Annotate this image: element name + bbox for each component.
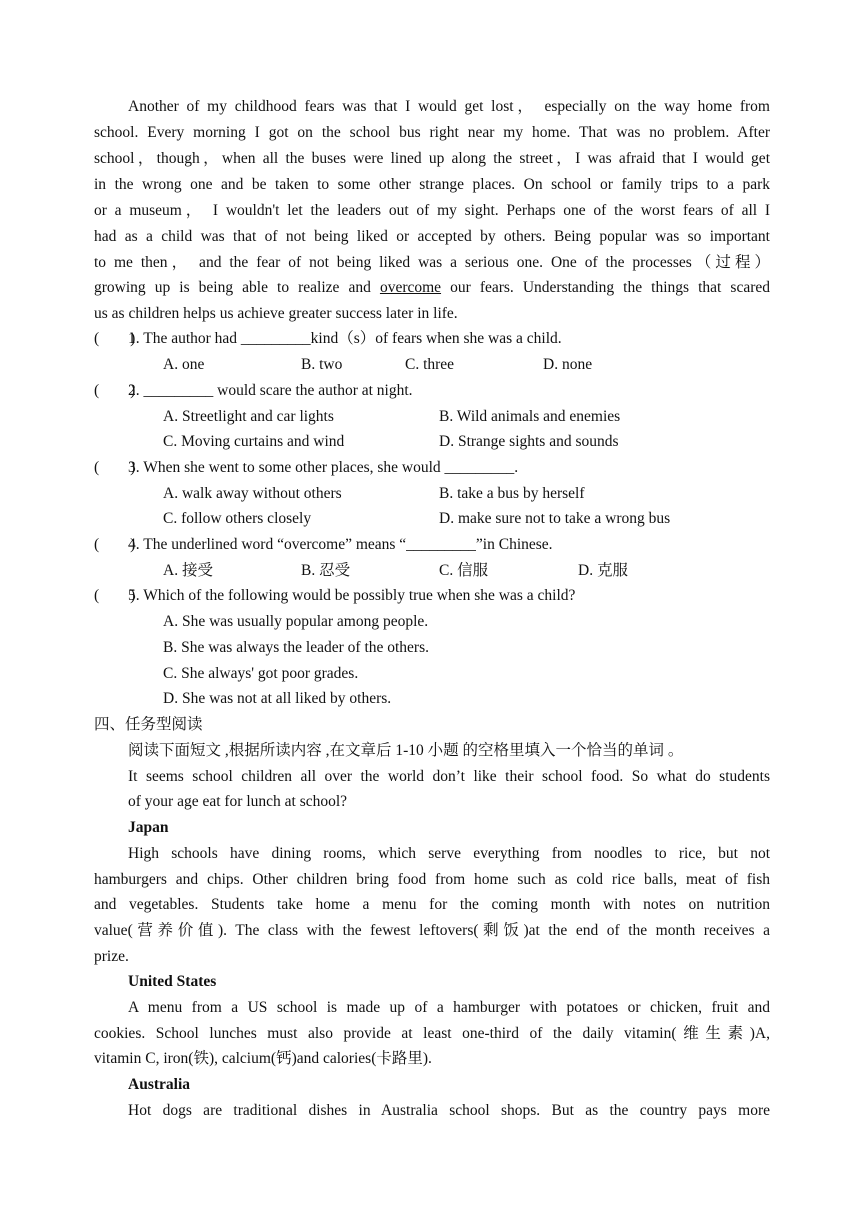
japan-line: and vegetables. Students take home a menu for the coming month with notes on nutrition	[94, 896, 770, 913]
passage-line: school，though，when all the buses were lined up along the street，I was afraid that I would get	[94, 150, 770, 167]
question-1	[94, 329, 770, 349]
subheading-australia: Australia	[128, 1076, 190, 1093]
option-b: B. two	[301, 356, 343, 373]
us-line: cookies. School lunches must also provide at least one-third of the daily vitamin(维生素)A,	[94, 1025, 770, 1042]
option-c: C. Moving curtains and wind	[163, 433, 345, 450]
option-a: A. 接受	[163, 562, 213, 579]
question-5	[94, 586, 770, 606]
question-4	[94, 535, 770, 555]
subheading-japan: Japan	[128, 819, 169, 836]
passage-line: to me then， and the fear of not being liked was a serious one. One of the processes（过程）	[94, 254, 770, 271]
question-text: 2. _________ would scare the author at night.	[128, 382, 413, 399]
japan-line: High schools have dining rooms, which serve everything from noodles to rice, but not	[128, 845, 770, 862]
japan-line: prize.	[94, 948, 129, 965]
intro-line: It seems school children all over the world don’t like their school food. So what do students	[128, 768, 770, 785]
answer-blank[interactable]: ( )	[94, 382, 136, 399]
option-b: B. 忍受	[301, 562, 351, 579]
passage-line: had as a child was that of not being liked or accepted by others. Being popular was so important	[94, 228, 770, 245]
answer-blank[interactable]: ( )	[94, 330, 136, 347]
option-d: D. Strange sights and sounds	[439, 433, 619, 450]
japan-line: value(营养价值). The class with the fewest leftovers(剩饭)at the end of the month receives a	[94, 922, 770, 939]
option-a: A. walk away without others	[163, 485, 342, 502]
option-b: B. take a bus by herself	[439, 485, 585, 502]
question-text: 4. The underlined word “overcome” means “_________”in Chinese.	[128, 536, 553, 553]
us-line: vitamin C, iron(铁), calcium(钙)and calories(卡路里).	[94, 1050, 432, 1067]
option-a: A. She was usually popular among people.	[163, 613, 429, 630]
question-3	[94, 458, 770, 478]
option-b: B. Wild animals and enemies	[439, 408, 621, 425]
option-d: D. none	[543, 356, 593, 373]
intro-line: of your age eat for lunch at school?	[128, 793, 348, 810]
answer-blank[interactable]: ( )	[94, 536, 136, 553]
option-a: A. one	[163, 356, 205, 373]
option-d: D. make sure not to take a wrong bus	[439, 510, 671, 527]
subheading-united-states: United States	[128, 973, 217, 990]
option-a: A. Streetlight and car lights	[163, 408, 334, 425]
option-c: C. 信服	[439, 562, 489, 579]
answer-blank[interactable]: ( )	[94, 459, 136, 476]
passage-line: growing up is being able to realize and overcome our fears. Understanding the things that scared	[94, 279, 770, 296]
section-heading: 四、任务型阅读	[94, 716, 203, 733]
passage-line: us as children helps us achieve greater success later in life.	[94, 305, 458, 322]
option-d: D. She was not at all liked by others.	[163, 690, 392, 707]
passage-line: Another of my childhood fears was that I would get lost， especially on the way home from	[128, 98, 770, 115]
instruction: 阅读下面短文 ,根据所读内容 ,在文章后 1-10 小题 的空格里填入一个恰当的单词 。	[128, 742, 684, 759]
underlined-word: overcome	[379, 279, 442, 296]
option-d: D. 克服	[578, 562, 628, 579]
question-2	[94, 381, 770, 401]
japan-line: hamburgers and chips. Other children bring food from home such as cold rice balls, meat of fish	[94, 871, 770, 888]
option-c: C. She always' got poor grades.	[163, 665, 359, 682]
answer-blank[interactable]: ( )	[94, 587, 136, 604]
us-line: A menu from a US school is made up of a hamburger with potatoes or chicken, fruit and	[128, 999, 770, 1016]
question-text: 5. Which of the following would be possibly true when she was a child?	[128, 587, 576, 604]
question-text: 3. When she went to some other places, she would _________.	[128, 459, 519, 476]
passage-line: school. Every morning I got on the school bus right near my home. That was no problem. After	[94, 124, 770, 141]
passage-line: in the wrong one and be taken to some other strange places. On school or family trips to a park	[94, 176, 770, 193]
question-text: 1. The author had _________kind（s）of fears when she was a child.	[128, 330, 562, 347]
australia-line: Hot dogs are traditional dishes in Australia school shops. But as the country pays more	[128, 1102, 770, 1119]
option-b: B. She was always the leader of the others.	[163, 639, 430, 656]
option-c: C. follow others closely	[163, 510, 312, 527]
option-c: C. three	[405, 356, 455, 373]
passage-line: or a museum， I wouldn't let the leaders out of my sight. Perhaps one of the worst fears of all I	[94, 202, 770, 219]
